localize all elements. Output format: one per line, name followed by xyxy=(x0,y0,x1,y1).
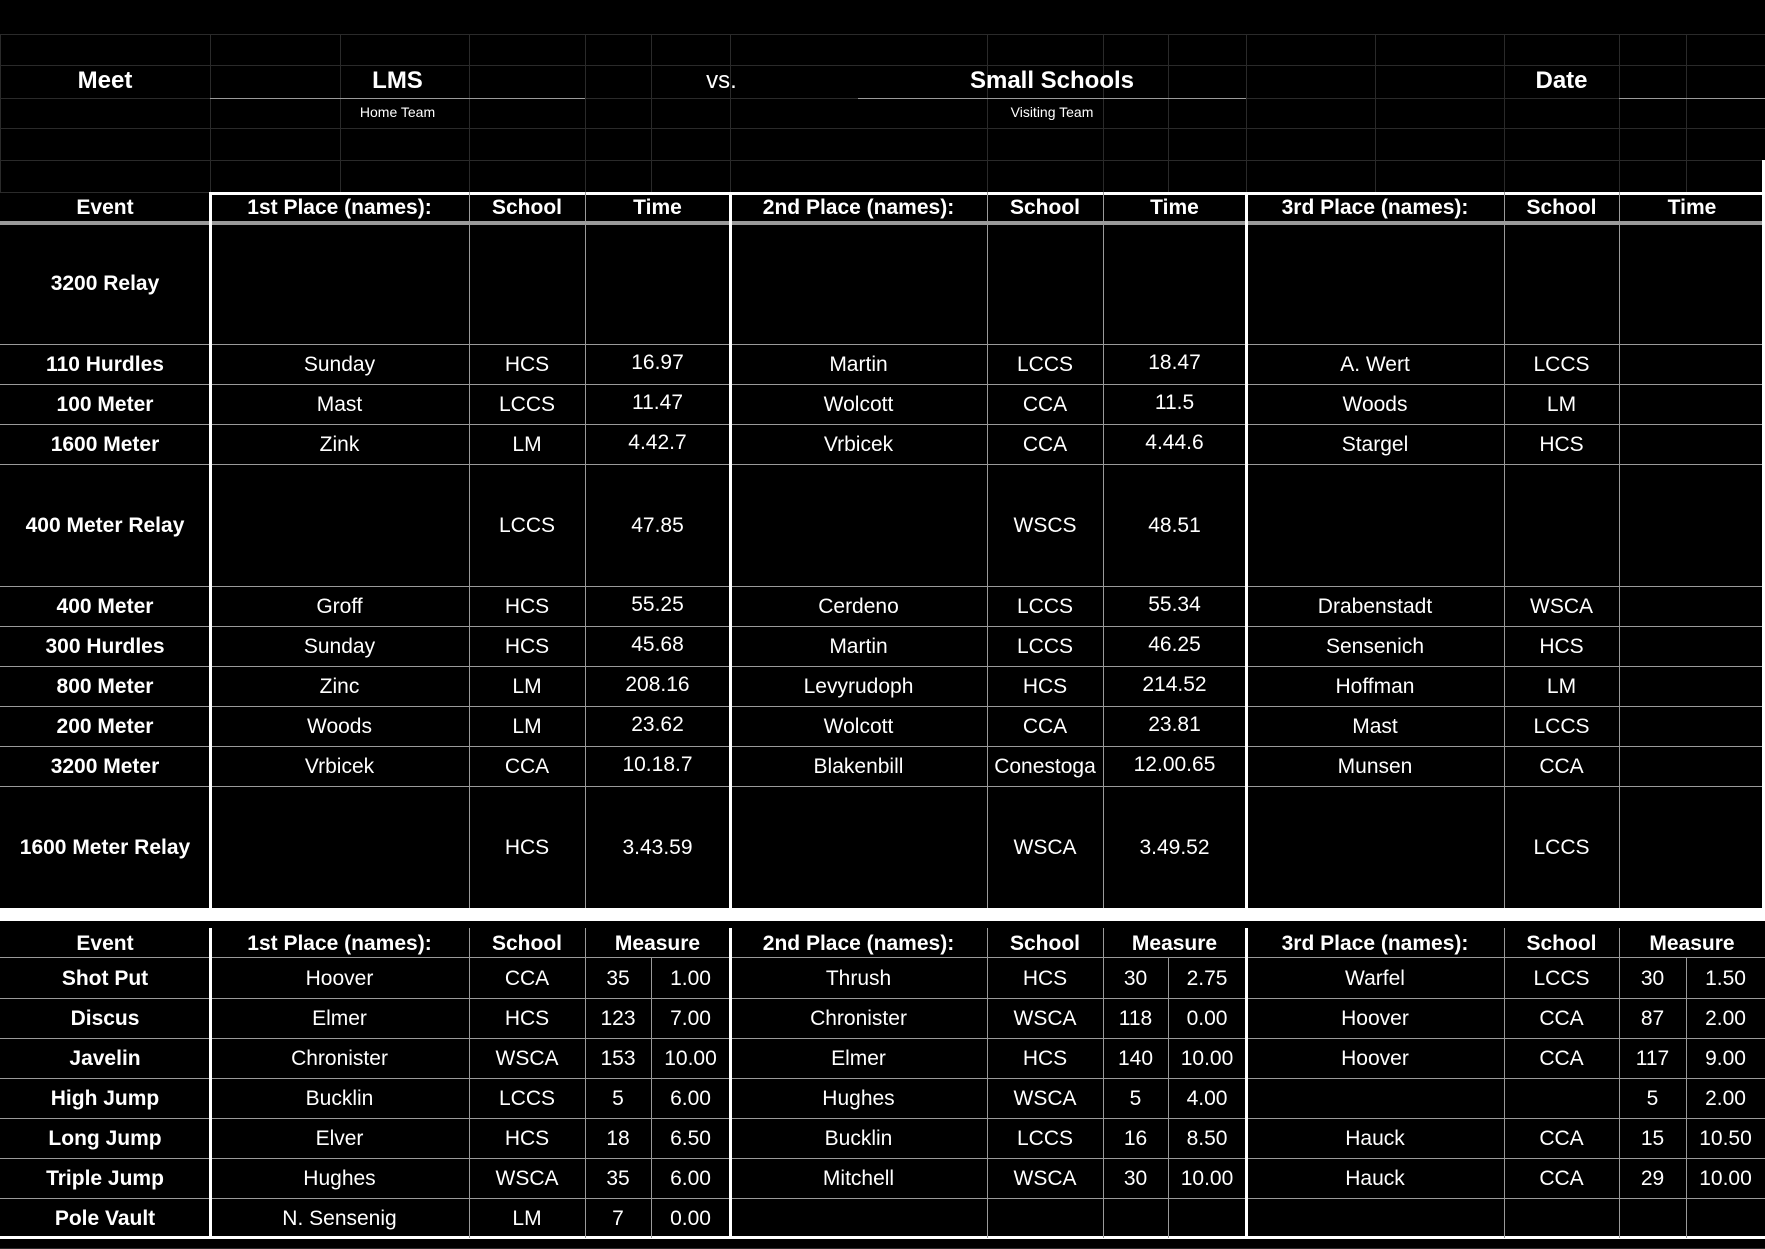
school-cell[interactable] xyxy=(1504,222,1619,344)
time-cell[interactable] xyxy=(1619,626,1765,666)
meet-label: Meet xyxy=(77,67,133,94)
school-cell[interactable]: HCS xyxy=(504,634,550,658)
athlete-cell[interactable] xyxy=(1246,1198,1504,1238)
school-cell[interactable]: LCCS xyxy=(1533,352,1590,376)
measure-cell[interactable]: 7.00 xyxy=(670,1006,711,1030)
athlete-cell[interactable] xyxy=(1246,786,1504,908)
field-col-header: 2nd Place (names): xyxy=(762,931,955,955)
athlete-cell[interactable]: Vrbicek xyxy=(823,432,894,456)
field-col-header: Event xyxy=(76,931,134,955)
measure-cell[interactable]: 2.75 xyxy=(1186,966,1228,990)
school-cell[interactable]: WSCA xyxy=(1013,1166,1077,1190)
measure-cell[interactable]: 9.00 xyxy=(1705,1046,1746,1070)
school-cell[interactable]: CCA xyxy=(1022,714,1068,738)
measure-cell[interactable]: 1.50 xyxy=(1705,966,1746,990)
measure-cell[interactable]: 117 xyxy=(1635,1046,1670,1070)
measure-cell[interactable] xyxy=(1619,1198,1686,1238)
school-cell[interactable]: LCCS xyxy=(1533,966,1590,990)
date-value[interactable] xyxy=(1619,62,1765,100)
school-cell[interactable]: CCA xyxy=(1539,1046,1584,1070)
athlete-cell[interactable]: N. Sensenig xyxy=(282,1206,397,1230)
athlete-cell[interactable]: Munsen xyxy=(1337,754,1413,778)
athlete-cell[interactable] xyxy=(730,464,987,586)
time-cell[interactable]: 23.62 xyxy=(631,713,684,736)
measure-cell[interactable]: 18 xyxy=(606,1126,630,1150)
school-cell[interactable]: WSCA xyxy=(1013,1006,1077,1030)
school-cell[interactable]: LCCS xyxy=(498,1086,556,1110)
measure-cell[interactable] xyxy=(1168,1198,1246,1238)
track-col-header: School xyxy=(1009,195,1080,219)
time-cell[interactable]: 4.42.7 xyxy=(628,431,687,454)
event-name: High Jump xyxy=(50,1086,160,1110)
school-cell[interactable]: HCS xyxy=(504,1126,550,1150)
measure-cell[interactable] xyxy=(1686,1198,1765,1238)
school-cell[interactable]: LM xyxy=(512,1206,542,1230)
school-cell[interactable]: LCCS xyxy=(498,513,556,537)
field-col-header: 3rd Place (names): xyxy=(1281,931,1469,955)
event-name: 110 Hurdles xyxy=(46,352,164,376)
grid-line xyxy=(1375,34,1376,192)
time-cell[interactable]: 4.44.6 xyxy=(1145,431,1204,454)
athlete-cell[interactable]: Mitchell xyxy=(822,1166,895,1190)
event-name: 800 Meter xyxy=(56,674,154,698)
event-name: 3200 Meter xyxy=(50,754,160,778)
time-cell[interactable]: 3.43.59 xyxy=(622,835,693,859)
track-col-header: Time xyxy=(1667,195,1717,219)
athlete-cell[interactable]: Sensenich xyxy=(1325,634,1425,658)
athlete-cell[interactable]: Bucklin xyxy=(824,1126,893,1150)
measure-cell[interactable]: 87 xyxy=(1640,1006,1665,1030)
school-cell[interactable]: WSCA xyxy=(1013,835,1077,859)
school-cell[interactable]: Conestoga xyxy=(994,754,1096,778)
grid-line xyxy=(0,160,1765,161)
school-cell[interactable] xyxy=(1504,1198,1619,1238)
time-cell[interactable] xyxy=(1619,746,1765,786)
event-name: 1600 Meter Relay xyxy=(19,835,191,859)
school-cell[interactable]: WSCA xyxy=(495,1046,559,1070)
measure-cell[interactable]: 2.00 xyxy=(1705,1086,1746,1110)
school-cell[interactable]: LM xyxy=(512,714,542,738)
school-cell[interactable]: CCA xyxy=(1022,392,1068,416)
athlete-cell[interactable]: Hauck xyxy=(1345,1166,1405,1190)
school-cell[interactable]: HCS xyxy=(504,1006,550,1030)
school-cell[interactable]: HCS xyxy=(504,594,550,618)
section-separator xyxy=(0,911,1765,921)
time-cell[interactable]: 47.85 xyxy=(631,513,684,537)
athlete-cell[interactable] xyxy=(210,786,469,908)
time-cell[interactable]: 18.47 xyxy=(1148,351,1201,374)
measure-cell[interactable] xyxy=(1103,1198,1168,1238)
school-cell[interactable] xyxy=(1504,1078,1619,1118)
school-cell[interactable]: WSCA xyxy=(1013,1086,1077,1110)
athlete-cell[interactable]: Martin xyxy=(829,352,888,376)
time-cell[interactable]: 208.16 xyxy=(625,673,690,696)
athlete-cell[interactable]: Martin xyxy=(829,634,888,658)
school-cell[interactable]: WSCA xyxy=(495,1166,559,1190)
field-col-header: School xyxy=(1009,931,1080,955)
time-cell[interactable]: 11.5 xyxy=(1154,391,1195,414)
athlete-cell[interactable]: Hoffman xyxy=(1335,674,1415,698)
field-col-header: School xyxy=(491,931,562,955)
event-name: Pole Vault xyxy=(54,1206,156,1230)
athlete-cell[interactable]: Blakenbill xyxy=(813,754,904,778)
athlete-cell[interactable]: Woods xyxy=(1342,392,1408,416)
event-name: 200 Meter xyxy=(56,714,154,738)
school-cell[interactable]: LM xyxy=(1546,392,1577,416)
measure-cell[interactable]: 7 xyxy=(612,1206,624,1230)
athlete-cell[interactable]: Chronister xyxy=(810,1006,907,1030)
measure-cell[interactable]: 140 xyxy=(1117,1046,1154,1070)
school-cell[interactable]: HCS xyxy=(504,835,550,859)
time-cell[interactable] xyxy=(1103,222,1246,344)
school-cell[interactable]: HCS xyxy=(1539,432,1584,456)
measure-cell[interactable]: 5 xyxy=(612,1086,624,1110)
event-name: Shot Put xyxy=(61,966,149,990)
vs-label: vs. xyxy=(706,67,737,94)
school-cell[interactable]: CCA xyxy=(1539,1126,1584,1150)
track-col-header: 3rd Place (names): xyxy=(1281,195,1469,219)
track-col-header: 2nd Place (names): xyxy=(762,195,955,219)
measure-cell[interactable]: 118 xyxy=(1118,1006,1153,1030)
home-team-caption: Home Team xyxy=(359,104,436,120)
athlete-cell[interactable]: Hughes xyxy=(822,1086,895,1110)
athlete-cell[interactable] xyxy=(210,222,469,344)
school-cell[interactable]: HCS xyxy=(1022,1046,1068,1070)
time-cell[interactable] xyxy=(1619,424,1765,464)
athlete-cell[interactable]: Vrbicek xyxy=(304,754,375,778)
track-col-header: School xyxy=(1526,195,1597,219)
track-col-header: Time xyxy=(1150,195,1199,219)
time-cell[interactable]: 45.68 xyxy=(631,633,684,656)
athlete-cell[interactable]: Mast xyxy=(316,392,363,416)
event-name: 400 Meter Relay xyxy=(25,513,185,537)
school-cell[interactable] xyxy=(987,1198,1103,1238)
grid-line xyxy=(1619,34,1620,192)
athlete-cell[interactable]: Drabenstadt xyxy=(1317,594,1433,618)
visiting-team-caption: Visiting Team xyxy=(1010,104,1094,120)
time-cell[interactable]: 12.00.65 xyxy=(1133,753,1216,776)
school-cell[interactable]: HCS xyxy=(1022,674,1068,698)
measure-cell[interactable]: 10.00 xyxy=(664,1046,717,1070)
school-cell[interactable]: LCCS xyxy=(1016,594,1074,618)
time-cell[interactable]: 11.47 xyxy=(632,391,683,414)
school-cell[interactable]: LM xyxy=(512,432,542,456)
visiting-team[interactable]: Small Schools xyxy=(969,67,1135,94)
time-cell[interactable] xyxy=(1619,666,1765,706)
measure-cell[interactable]: 35 xyxy=(606,1166,630,1190)
measure-cell[interactable]: 35 xyxy=(606,966,630,990)
event-name: 3200 Relay xyxy=(50,271,160,295)
athlete-cell[interactable]: Bucklin xyxy=(305,1086,374,1110)
athlete-cell[interactable]: Hoover xyxy=(305,966,374,990)
athlete-cell[interactable]: Elver xyxy=(315,1126,364,1150)
school-cell[interactable]: LM xyxy=(1546,674,1577,698)
time-cell[interactable]: 55.25 xyxy=(631,593,684,616)
athlete-cell[interactable]: Sunday xyxy=(303,352,376,376)
home-team[interactable]: LMS xyxy=(372,67,423,94)
date-label: Date xyxy=(1535,67,1588,94)
school-cell[interactable]: CCA xyxy=(1022,432,1068,456)
grid-line xyxy=(1504,34,1505,192)
event-name: 400 Meter xyxy=(56,594,154,618)
event-name: Triple Jump xyxy=(46,1166,164,1190)
measure-cell[interactable]: 10.50 xyxy=(1699,1126,1752,1150)
athlete-cell[interactable] xyxy=(1246,1078,1504,1118)
measure-cell[interactable]: 29 xyxy=(1640,1166,1665,1190)
athlete-cell[interactable]: Hauck xyxy=(1345,1126,1405,1150)
athlete-cell[interactable] xyxy=(730,786,987,908)
school-cell[interactable] xyxy=(469,222,585,344)
athlete-cell[interactable]: Woods xyxy=(307,714,372,738)
measure-cell[interactable]: 153 xyxy=(600,1046,636,1070)
school-cell[interactable]: LCCS xyxy=(1533,714,1590,738)
field-col-header: School xyxy=(1526,931,1597,955)
time-cell[interactable]: 46.25 xyxy=(1148,633,1201,656)
athlete-cell[interactable]: Chronister xyxy=(291,1046,388,1070)
athlete-cell[interactable]: Thrush xyxy=(825,966,892,990)
time-cell[interactable]: 55.34 xyxy=(1148,593,1201,616)
field-col-header: Measure xyxy=(1649,931,1735,955)
time-cell[interactable] xyxy=(1619,586,1765,626)
athlete-cell[interactable] xyxy=(730,222,987,344)
athlete-cell[interactable] xyxy=(1246,464,1504,586)
measure-cell[interactable]: 16 xyxy=(1123,1126,1148,1150)
athlete-cell[interactable]: Zink xyxy=(319,432,360,456)
track-col-header: Event xyxy=(76,195,134,219)
athlete-cell[interactable]: Levyrudoph xyxy=(803,674,914,698)
event-name: 300 Hurdles xyxy=(45,634,165,658)
athlete-cell[interactable]: A. Wert xyxy=(1340,352,1410,376)
measure-cell[interactable]: 6.00 xyxy=(670,1086,711,1110)
school-cell[interactable]: LCCS xyxy=(1016,634,1074,658)
school-cell[interactable]: LCCS xyxy=(1016,352,1074,376)
athlete-cell[interactable]: Zinc xyxy=(319,674,360,698)
measure-cell[interactable]: 30 xyxy=(1640,966,1665,990)
event-name: 1600 Meter xyxy=(50,432,160,456)
athlete-cell[interactable] xyxy=(210,464,469,586)
athlete-cell[interactable]: Wolcott xyxy=(823,392,894,416)
measure-cell[interactable]: 0.00 xyxy=(670,1206,711,1230)
event-name: Long Jump xyxy=(48,1126,162,1150)
school-cell[interactable] xyxy=(987,222,1103,344)
school-cell[interactable]: CCA xyxy=(504,754,550,778)
athlete-cell[interactable]: Sunday xyxy=(303,634,376,658)
time-cell[interactable]: 23.81 xyxy=(1148,713,1201,736)
school-cell[interactable] xyxy=(1504,464,1619,586)
time-cell[interactable] xyxy=(1619,786,1765,908)
measure-cell[interactable]: 5 xyxy=(1129,1086,1142,1110)
school-cell[interactable]: HCS xyxy=(504,352,550,376)
measure-cell[interactable]: 8.50 xyxy=(1186,1126,1228,1150)
field-col-header: Measure xyxy=(614,931,701,955)
school-cell[interactable]: CCA xyxy=(1539,1006,1584,1030)
athlete-cell[interactable]: Hoover xyxy=(1341,1046,1409,1070)
track-col-header: 1st Place (names): xyxy=(247,195,432,219)
grid-line xyxy=(0,34,1,192)
school-cell[interactable]: LCCS xyxy=(1016,1126,1074,1150)
school-cell[interactable]: WSCA xyxy=(1530,594,1593,618)
time-cell[interactable] xyxy=(1619,384,1765,424)
measure-cell[interactable]: 2.00 xyxy=(1705,1006,1746,1030)
athlete-cell[interactable]: Elmer xyxy=(831,1046,886,1070)
measure-cell[interactable]: 1.00 xyxy=(670,966,711,990)
school-cell[interactable]: CCA xyxy=(504,966,550,990)
time-cell[interactable]: 10.18.7 xyxy=(622,753,693,776)
athlete-cell[interactable] xyxy=(1246,222,1504,344)
time-cell[interactable] xyxy=(1619,464,1765,586)
field-col-header: Measure xyxy=(1131,931,1218,955)
school-cell[interactable]: LM xyxy=(512,674,542,698)
school-cell[interactable]: CCA xyxy=(1539,1166,1584,1190)
school-cell[interactable]: HCS xyxy=(1539,634,1584,658)
measure-cell[interactable]: 30 xyxy=(1123,1166,1148,1190)
track-col-header: School xyxy=(491,195,562,219)
athlete-cell[interactable]: Mast xyxy=(1352,714,1398,738)
grid-line xyxy=(0,128,1765,129)
grid-line xyxy=(585,34,586,192)
athlete-cell[interactable]: Cerdeno xyxy=(818,594,899,618)
time-cell[interactable]: 48.51 xyxy=(1148,513,1201,537)
school-cell[interactable]: CCA xyxy=(1539,754,1584,778)
school-cell[interactable]: HCS xyxy=(1022,966,1068,990)
measure-cell[interactable]: 6.00 xyxy=(670,1166,711,1190)
measure-cell[interactable]: 5 xyxy=(1646,1086,1659,1110)
athlete-cell[interactable] xyxy=(730,1198,987,1238)
grid-line xyxy=(651,34,652,192)
measure-cell[interactable]: 30 xyxy=(1123,966,1148,990)
time-cell[interactable]: 16.97 xyxy=(631,351,684,374)
athlete-cell[interactable]: Elmer xyxy=(312,1006,367,1030)
athlete-cell[interactable]: Groff xyxy=(316,594,363,618)
athlete-cell[interactable]: Wolcott xyxy=(823,714,894,738)
time-cell[interactable]: 214.52 xyxy=(1142,673,1207,696)
grid-line xyxy=(0,34,1765,35)
event-name: 100 Meter xyxy=(56,392,154,416)
athlete-cell[interactable]: Hughes xyxy=(303,1166,376,1190)
school-cell[interactable]: LCCS xyxy=(498,392,556,416)
athlete-cell[interactable]: Warfel xyxy=(1345,966,1405,990)
measure-cell[interactable]: 123 xyxy=(600,1006,636,1030)
event-name: Discus xyxy=(70,1006,140,1030)
school-cell[interactable]: LCCS xyxy=(1533,835,1590,859)
time-cell[interactable]: 3.49.52 xyxy=(1139,835,1210,859)
measure-cell[interactable]: 15 xyxy=(1640,1126,1665,1150)
time-cell[interactable] xyxy=(1619,222,1765,344)
measure-cell[interactable]: 10.00 xyxy=(1180,1166,1234,1190)
measure-cell[interactable]: 10.00 xyxy=(1699,1166,1752,1190)
time-cell[interactable] xyxy=(1619,706,1765,746)
grid-line xyxy=(1246,34,1247,192)
time-cell[interactable] xyxy=(585,222,730,344)
track-col-header: Time xyxy=(633,195,682,219)
measure-cell[interactable]: 10.00 xyxy=(1180,1046,1234,1070)
athlete-cell[interactable]: Hoover xyxy=(1341,1006,1409,1030)
measure-cell[interactable]: 6.50 xyxy=(670,1126,711,1150)
school-cell[interactable]: WSCS xyxy=(1013,513,1077,537)
athlete-cell[interactable]: Stargel xyxy=(1341,432,1409,456)
measure-cell[interactable]: 4.00 xyxy=(1186,1086,1228,1110)
measure-cell[interactable]: 0.00 xyxy=(1186,1006,1228,1030)
grid-line xyxy=(730,34,731,192)
grid-line xyxy=(1686,34,1687,192)
time-cell[interactable] xyxy=(1619,344,1765,384)
field-col-header: 1st Place (names): xyxy=(247,931,432,955)
event-name: Javelin xyxy=(69,1046,141,1070)
